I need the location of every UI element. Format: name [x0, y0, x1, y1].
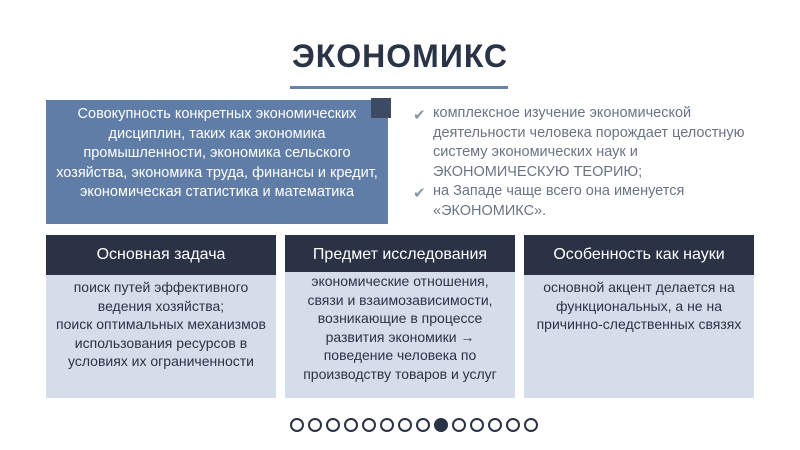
card-body [285, 272, 515, 398]
pagination-dot[interactable] [506, 418, 520, 432]
card-body-line: основной акцент делается на функциональных, а не на причинно-следственных связях [536, 279, 742, 332]
card-heading: Основная задача [46, 235, 276, 275]
bullet-item [413, 182, 763, 221]
check-mark-icon: ✔ [413, 185, 426, 202]
definition-corner-accent [371, 98, 391, 118]
check-mark-icon: ✔ [413, 107, 426, 124]
pagination-dot[interactable] [362, 418, 376, 432]
card-science-feature [524, 235, 754, 398]
card-body-line: поиск оптимальных механизмов использования ресурсов в условиях их ограниченности [56, 316, 266, 369]
pagination-dot[interactable] [290, 418, 304, 432]
pagination-dot[interactable] [308, 418, 322, 432]
card-heading: Особенность как науки [524, 235, 754, 275]
card-body-line: поиск путей эффективного ведения хозяйства; [73, 279, 249, 314]
pagination-dot[interactable] [380, 418, 394, 432]
slide-pagination [290, 418, 538, 432]
bullet-item [413, 104, 763, 182]
pagination-dot[interactable] [398, 418, 412, 432]
bullet-text: комплексное изучение экономической деятельности человека порождает целостную систему экономических наук и ЭКОНОМИЧЕСКУЮ ТЕОРИЮ; [433, 105, 745, 180]
card-main-task [46, 235, 276, 398]
slide-title: ЭКОНОМИКС [291, 38, 509, 74]
pagination-dot[interactable] [452, 418, 466, 432]
card-body [524, 275, 754, 398]
card-body-line: экономические отношения, связи и взаимозависимости, возникающие в процессе развития экономики → поведение человека по производству товаров и услуг [303, 273, 497, 382]
card-research-subject [285, 235, 515, 398]
pagination-dot[interactable] [524, 418, 538, 432]
bullet-text: на Западе чаще всего она именуется «ЭКОНОМИКС». [433, 183, 685, 219]
pagination-dot[interactable] [470, 418, 484, 432]
pagination-dot[interactable] [326, 418, 340, 432]
pagination-dot[interactable] [416, 418, 430, 432]
pagination-dot-active[interactable] [434, 418, 448, 432]
bullet-list [413, 104, 763, 221]
pagination-dot[interactable] [344, 418, 358, 432]
definition-box [46, 100, 388, 224]
card-body [46, 275, 276, 398]
pagination-dot[interactable] [488, 418, 502, 432]
definition-text: Совокупность конкретных экономических дисциплин, таких как экономика промышленности, экономика сельского хозяйства, экономика труда, финансы и кредит, экономическая статистика и математика [56, 106, 378, 200]
title-underline [290, 86, 508, 89]
card-heading: Предмет исследования [285, 235, 515, 275]
